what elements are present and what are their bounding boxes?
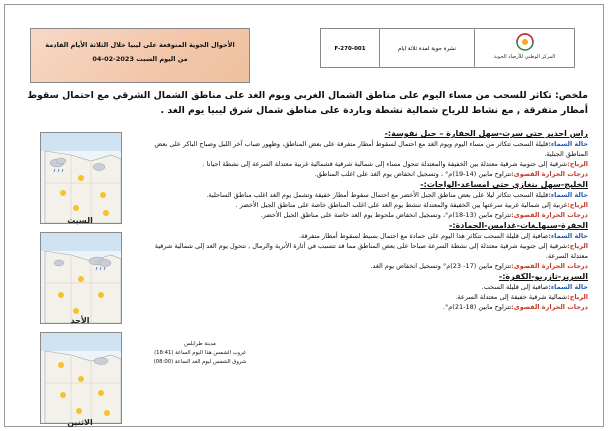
regional-forecasts (140, 128, 588, 312)
sky-label: حالة السماء: (548, 191, 588, 199)
sky-text: صافية إلى قليلة السحب. (481, 283, 549, 291)
wind-label: الرياح: (567, 293, 588, 301)
header-date: 2023-02-04 (92, 55, 134, 63)
header-date-line (31, 55, 249, 63)
libya-map-icon (41, 233, 122, 324)
temp-text: تتراوح مابين (14-19)م° ، وتسجيل انخفاض يوم الغد على اغلب المناطق. (314, 170, 512, 178)
wind-text: شرقية إلى جنوبية شرقية معتدلة بين الخفيفة والمعتدلة تتحول مساء إلى شمالية شرقية فشمالية غربية معتدلة السرعة إلى نشطة احيانا . (202, 160, 568, 168)
map-day-label: الاثنين (67, 418, 93, 427)
wind-text: شمالية شرقية خفيفة إلى معتدلة السرعة. (455, 293, 568, 301)
region-section (140, 272, 588, 312)
region-section (140, 221, 588, 271)
sky-text: قليلة السحب تتكاثر ليلا على بعض مناطق الجبل الأخضر مع احتمال سقوط أمطار خفيفة وتشمل يوم الغد اغلب مناطق الساحلية. (206, 191, 549, 199)
document-code: F-270-001 (320, 28, 380, 68)
temp-label: درجات الحرارة القصوى: (511, 303, 588, 311)
sunset-time: غروب الشمس هذا اليوم الساعة (18:41) (154, 350, 246, 356)
organization-box (475, 28, 575, 68)
region-section (140, 129, 588, 179)
temp-text: تتراوح مابين (18-21)م°. (442, 303, 512, 311)
wind-text: شرقية إلى جنوبية شرقية معتدلة إلى نشطة السرعة صباحا على بعض المناطق مما قد تتسبب في أثارة الأتربة والرمال , تتحول يوم الغد إلى شمالية شرقية معتدلة السرعة. (154, 242, 588, 260)
temp-label: درجات الحرارة القصوى: (511, 170, 588, 178)
region-title: الخليج-سهل بنغازي حتى امساعد-الواحات:- (420, 180, 588, 189)
temp-label: درجات الحرارة القصوى: (511, 211, 588, 219)
sun-times (140, 340, 260, 367)
wind-text: غربية إلى شمالية غربية سرعتها بين الخفيفة والمعتدلة تنشط يوم الغد على اغلب المناطق خاصة على مناطق الجبل الأخضر . (235, 201, 568, 209)
libya-map-icon (41, 333, 122, 424)
document-description: نشرة جوية لمدة ثلاثة ايام (380, 28, 475, 68)
forecast-map-sunday (40, 232, 122, 324)
region-section (140, 180, 588, 220)
forecast-maps (40, 132, 122, 427)
map-day-label: السبت (67, 216, 93, 225)
header (30, 28, 575, 83)
map-day-label: الأحد (70, 316, 90, 325)
region-title: السرير-تازربو-الكفرة:- (498, 272, 588, 281)
wind-label: الرياح: (567, 242, 588, 250)
wind-label: الرياح: (567, 160, 588, 168)
city-name: مدينة طرابلس (184, 341, 216, 347)
sunrise-time: شروق الشمس ليوم الغد الساعة (08:00) (153, 359, 247, 365)
temp-text: تتراوح مابين (17- 23)م° وتسجيل انخفاض يوم الغد. (370, 262, 512, 270)
header-title-box (30, 28, 250, 83)
summary-text: ملخص: تكاثر للسحب من مساء اليوم على مناطق الشمال الغربي ويوم الغد على مناطق الشمال الشرقي مع احتمال سقوط أمطار متفرقة , مع نشاط للرياح شمالية نشطة وباردة على مناطق شمال شرق ليبيا يوم الغد . (27, 90, 588, 116)
header-date-prefix: من اليوم السبت (136, 55, 188, 63)
sky-label: حالة السماء: (548, 140, 588, 148)
forecast-map-monday (40, 332, 122, 424)
ncm-logo-icon (511, 32, 539, 52)
wind-label: الرياح: (567, 201, 588, 209)
sky-label: حالة السماء: (548, 283, 588, 291)
region-title: راس اجدير حتى سرت-سهل الجفارة – جبل نفوسة:- (384, 129, 588, 138)
forecast-map-saturday (40, 132, 122, 224)
temp-label: درجات الحرارة القصوى: (511, 262, 588, 270)
header-title: الأحوال الجوية المتوقعة على ليبيا خلال الثلاثة الأيام القادمة (45, 41, 235, 49)
region-title: الجفرة-سبهاـغات-غدامس-الحمادة:- (449, 221, 588, 230)
temp-text: تتراوح مابين (13-18)م°، وتسجيل انخفاض ملحوظ يوم الغد خاصة على مناطق الجبل الأخضر. (260, 211, 512, 219)
sky-text: قليلة السحب تتكاثر من مساء اليوم ويوم الغد مع احتمال لسقوط أمطار متفرقة على بعض المناطق، وظهور ضباب آخر الليل وصباح الباكر على بعض المناطق الجبلية. (154, 140, 588, 158)
organization-name: المركز الوطني للأرصاد الجوية (493, 54, 556, 60)
sky-text: صافية إلى قليلة السحب تتكاثر هذا اليوم على حمادة مع احتمال بسيط لسقوط أمطار متفرقة. (298, 232, 549, 240)
sky-label: حالة السماء: (548, 232, 588, 240)
libya-map-icon (41, 133, 122, 224)
